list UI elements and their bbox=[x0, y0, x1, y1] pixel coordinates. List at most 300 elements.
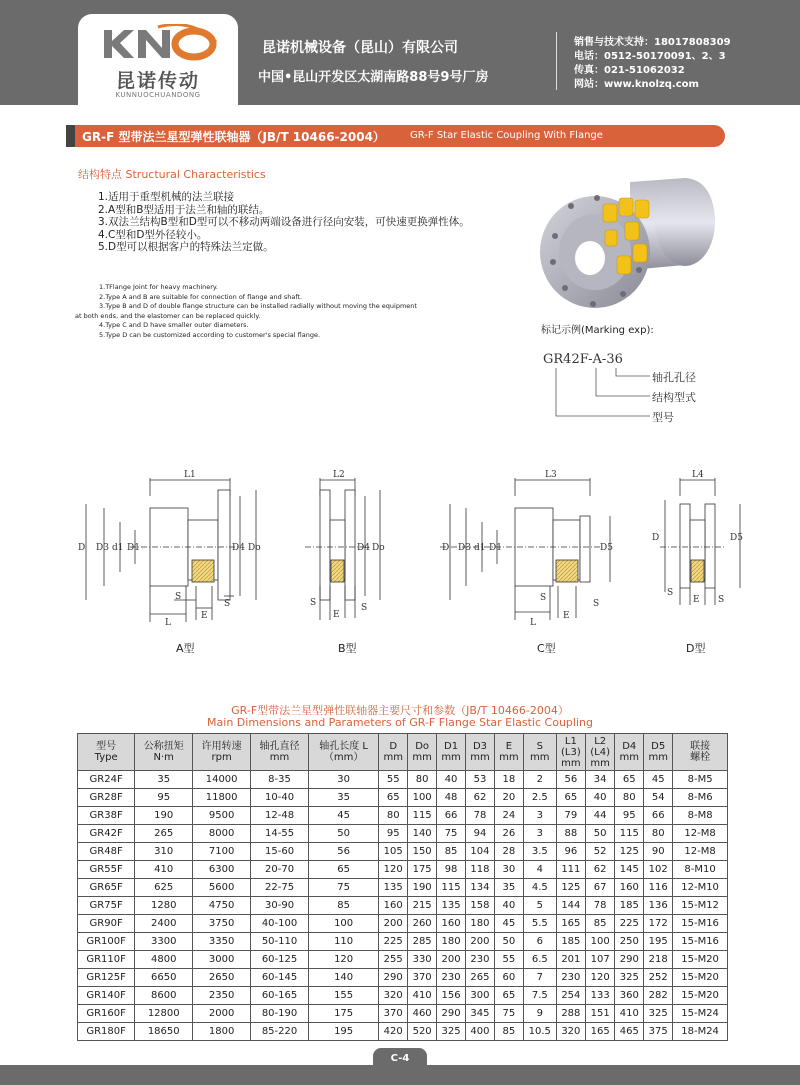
svg-text:d1: d1 bbox=[474, 543, 486, 553]
page-number: C-4 bbox=[390, 1053, 410, 1064]
marking-label-bore: 轴孔孔径 bbox=[652, 371, 696, 384]
table-cell: 24 bbox=[494, 807, 523, 825]
table-cell: 95 bbox=[135, 789, 193, 807]
column-header-line: mm bbox=[269, 752, 290, 763]
column-header bbox=[466, 734, 495, 771]
table-cell: 120 bbox=[586, 969, 615, 987]
table-cell: 94 bbox=[466, 825, 495, 843]
table-cell: GR125F bbox=[78, 969, 135, 987]
column-header-line: S bbox=[536, 741, 543, 752]
table-cell: 255 bbox=[379, 951, 408, 969]
table-row bbox=[78, 825, 728, 843]
table-cell: 370 bbox=[408, 969, 437, 987]
table-cell: 80 bbox=[644, 825, 673, 843]
type-b-label: B型 bbox=[338, 642, 357, 655]
svg-text:L1: L1 bbox=[184, 470, 196, 480]
table-cell: GR90F bbox=[78, 915, 135, 933]
table-cell: 100 bbox=[586, 933, 615, 951]
marking-label-structure: 结构型式 bbox=[652, 391, 696, 404]
table-cell: 40 bbox=[437, 771, 466, 789]
table-cell: 288 bbox=[556, 1005, 585, 1023]
column-header bbox=[673, 734, 728, 771]
table-cell: 282 bbox=[644, 987, 673, 1005]
table-cell: 85 bbox=[586, 915, 615, 933]
table-cell: 60-165 bbox=[251, 987, 309, 1005]
table-cell: 320 bbox=[556, 1023, 585, 1041]
svg-text:D1: D1 bbox=[489, 543, 502, 553]
table-cell: 100 bbox=[408, 789, 437, 807]
table-cell: 151 bbox=[586, 1005, 615, 1023]
table-row bbox=[78, 771, 728, 789]
table-cell: 1280 bbox=[135, 897, 193, 915]
table-cell: 62 bbox=[586, 861, 615, 879]
table-cell: 79 bbox=[556, 807, 585, 825]
table-cell: 75 bbox=[494, 1005, 523, 1023]
svg-text:D4: D4 bbox=[232, 543, 245, 553]
column-header bbox=[615, 734, 644, 771]
table-cell: 120 bbox=[308, 951, 378, 969]
list-item: 1.适用于重型机械的法兰联接 bbox=[98, 191, 235, 203]
marking-label-model: 型号 bbox=[652, 411, 674, 424]
table-cell: 66 bbox=[644, 807, 673, 825]
contact-tel: 电话：0512-50170091、2、3 bbox=[574, 51, 726, 62]
table-cell: 20 bbox=[494, 789, 523, 807]
table-cell: 8000 bbox=[193, 825, 251, 843]
table-cell: 60-145 bbox=[251, 969, 309, 987]
table-cell: GR180F bbox=[78, 1023, 135, 1041]
svg-text:E: E bbox=[201, 611, 208, 621]
svg-text:S: S bbox=[224, 599, 231, 609]
title-bar-cap bbox=[66, 125, 75, 147]
column-header bbox=[523, 734, 556, 771]
svg-text:D: D bbox=[652, 533, 660, 543]
column-header-line: mm bbox=[383, 752, 403, 763]
table-cell: 3000 bbox=[193, 951, 251, 969]
header-divider bbox=[556, 32, 557, 90]
list-item: 2.A型和B型适用于法兰和轴的联结。 bbox=[98, 203, 270, 216]
table-cell: 218 bbox=[644, 951, 673, 969]
column-header-line: E bbox=[505, 741, 513, 752]
column-header-line: mm bbox=[590, 757, 610, 769]
table-cell: 15-M12 bbox=[673, 897, 728, 915]
column-header-line: mm bbox=[412, 752, 432, 763]
svg-text:D1: D1 bbox=[127, 543, 140, 553]
table-cell: 53 bbox=[466, 771, 495, 789]
column-header-line: 轴孔长度 L bbox=[319, 741, 368, 752]
table-cell: 80 bbox=[379, 807, 408, 825]
column-header bbox=[494, 734, 523, 771]
table-cell: 4750 bbox=[193, 897, 251, 915]
table-cell: 40 bbox=[494, 897, 523, 915]
column-header-line: rpm bbox=[211, 752, 232, 763]
table-cell: 8600 bbox=[135, 987, 193, 1005]
table-cell: 90 bbox=[644, 843, 673, 861]
table-cell: 55 bbox=[494, 951, 523, 969]
svg-text:D3: D3 bbox=[96, 543, 109, 553]
table-cell: 15-M16 bbox=[673, 915, 728, 933]
table-cell: 325 bbox=[644, 1005, 673, 1023]
table-cell: 290 bbox=[379, 969, 408, 987]
table-cell: 5600 bbox=[193, 879, 251, 897]
svg-text:d1: d1 bbox=[112, 543, 124, 553]
table-cell: 160 bbox=[615, 879, 644, 897]
table-cell: 265 bbox=[135, 825, 193, 843]
company-address: 中国•昆山开发区太湖南路88号9号厂房 bbox=[258, 70, 489, 85]
table-cell: 18-M24 bbox=[673, 1023, 728, 1041]
table-cell: 14000 bbox=[193, 771, 251, 789]
table-cell: 230 bbox=[556, 969, 585, 987]
type-d-label: D型 bbox=[686, 642, 706, 655]
column-header-line: Type bbox=[94, 752, 118, 763]
svg-text:S: S bbox=[593, 599, 600, 609]
table-cell: 110 bbox=[308, 933, 378, 951]
table-cell: 4 bbox=[523, 861, 556, 879]
table-cell: 252 bbox=[644, 969, 673, 987]
table-cell: 410 bbox=[135, 861, 193, 879]
table-cell: 65 bbox=[379, 789, 408, 807]
table-cell: 18 bbox=[494, 771, 523, 789]
table-cell: 102 bbox=[644, 861, 673, 879]
column-header bbox=[408, 734, 437, 771]
table-cell: 133 bbox=[586, 987, 615, 1005]
table-cell: 136 bbox=[644, 897, 673, 915]
table-cell: 225 bbox=[615, 915, 644, 933]
table-cell: 85 bbox=[437, 843, 466, 861]
table-cell: 50-110 bbox=[251, 933, 309, 951]
table-cell: 460 bbox=[408, 1005, 437, 1023]
svg-text:D3: D3 bbox=[458, 543, 471, 553]
table-cell: 225 bbox=[379, 933, 408, 951]
svg-text:L3: L3 bbox=[545, 470, 557, 480]
table-cell: 7.5 bbox=[523, 987, 556, 1005]
table-cell: 22-75 bbox=[251, 879, 309, 897]
table-cell: 80 bbox=[615, 789, 644, 807]
svg-text:E: E bbox=[333, 610, 340, 620]
table-cell: 2.5 bbox=[523, 789, 556, 807]
table-row bbox=[78, 897, 728, 915]
table-row bbox=[78, 933, 728, 951]
table-cell: 145 bbox=[615, 861, 644, 879]
table-cell: 465 bbox=[615, 1023, 644, 1041]
svg-text:D: D bbox=[442, 543, 450, 553]
table-cell: 175 bbox=[408, 861, 437, 879]
table-cell: 118 bbox=[466, 861, 495, 879]
table-cell: 8-35 bbox=[251, 771, 309, 789]
table-cell: 10.5 bbox=[523, 1023, 556, 1041]
product-title-cn: GR-F 型带法兰星型弹性联轴器（JB/T 10466-2004） bbox=[82, 130, 385, 144]
column-header bbox=[379, 734, 408, 771]
table-cell: 325 bbox=[615, 969, 644, 987]
column-header bbox=[308, 734, 378, 771]
type-a-label: A型 bbox=[176, 642, 195, 655]
table-cell: 165 bbox=[586, 1023, 615, 1041]
table-cell: 15-M16 bbox=[673, 933, 728, 951]
table-cell: 34 bbox=[586, 771, 615, 789]
column-header-line: 型号 bbox=[96, 741, 117, 752]
table-cell: 65 bbox=[615, 771, 644, 789]
table-cell: 134 bbox=[466, 879, 495, 897]
table-cell: 50 bbox=[494, 933, 523, 951]
table-cell: 98 bbox=[437, 861, 466, 879]
dimension-drawings bbox=[0, 460, 800, 630]
table-cell: 12-M8 bbox=[673, 843, 728, 861]
column-header-line: 联接 bbox=[690, 741, 711, 752]
table-cell: 52 bbox=[586, 843, 615, 861]
table-cell: 410 bbox=[615, 1005, 644, 1023]
table-cell: 144 bbox=[556, 897, 585, 915]
table-cell: 200 bbox=[437, 951, 466, 969]
table-cell: 5 bbox=[523, 897, 556, 915]
table-cell: 2350 bbox=[193, 987, 251, 1005]
table-cell: 30 bbox=[308, 771, 378, 789]
table-cell: 111 bbox=[556, 861, 585, 879]
logo-mark-icon bbox=[100, 24, 218, 62]
table-cell: 2400 bbox=[135, 915, 193, 933]
table-cell: 320 bbox=[379, 987, 408, 1005]
logo-chinese-text: 昆诺传动 bbox=[115, 70, 200, 92]
table-cell: 285 bbox=[408, 933, 437, 951]
table-cell: 28 bbox=[494, 843, 523, 861]
table-cell: 165 bbox=[556, 915, 585, 933]
coupling-product-image bbox=[535, 170, 725, 315]
table-cell: 12-M8 bbox=[673, 825, 728, 843]
table-cell: 3750 bbox=[193, 915, 251, 933]
table-cell: 95 bbox=[379, 825, 408, 843]
table-cell: 370 bbox=[379, 1005, 408, 1023]
table-cell: 185 bbox=[615, 897, 644, 915]
table-cell: 40 bbox=[586, 789, 615, 807]
table-cell: 96 bbox=[556, 843, 585, 861]
contact-fax: 传真：021-51062032 bbox=[574, 65, 685, 76]
drawing-type-d bbox=[660, 478, 740, 605]
table-cell: GR110F bbox=[78, 951, 135, 969]
table-cell: 78 bbox=[466, 807, 495, 825]
list-item: at both ends, and the elastomer can be replaced quickly. bbox=[75, 311, 261, 320]
table-cell: 45 bbox=[644, 771, 673, 789]
table-cell: 80 bbox=[408, 771, 437, 789]
table-cell: 45 bbox=[494, 915, 523, 933]
svg-text:L2: L2 bbox=[333, 470, 345, 480]
svg-text:S: S bbox=[718, 595, 725, 605]
table-cell: 56 bbox=[556, 771, 585, 789]
table-cell: 3 bbox=[523, 807, 556, 825]
column-header bbox=[437, 734, 466, 771]
table-cell: 30 bbox=[494, 861, 523, 879]
table-cell: 15-M20 bbox=[673, 987, 728, 1005]
table-row bbox=[78, 807, 728, 825]
table-cell: 265 bbox=[466, 969, 495, 987]
table-cell: 6300 bbox=[193, 861, 251, 879]
column-header-line: L1 bbox=[564, 735, 577, 747]
table-cell: 254 bbox=[556, 987, 585, 1005]
table-cell: 18650 bbox=[135, 1023, 193, 1041]
marking-leader-lines bbox=[540, 364, 660, 428]
table-cell: 345 bbox=[466, 1005, 495, 1023]
contact-sales: 销售与技术支持：18017808309 bbox=[574, 37, 731, 48]
table-cell: 55 bbox=[379, 771, 408, 789]
column-header-line: （mm） bbox=[323, 752, 364, 763]
list-item: 5.D型可以根据客户的特殊法兰定做。 bbox=[98, 241, 274, 253]
table-cell: 180 bbox=[437, 933, 466, 951]
svg-text:D: D bbox=[78, 543, 86, 553]
table-cell: 4.5 bbox=[523, 879, 556, 897]
table-cell: GR65F bbox=[78, 879, 135, 897]
svg-text:S: S bbox=[540, 593, 547, 603]
table-cell: 2000 bbox=[193, 1005, 251, 1023]
table-cell: GR42F bbox=[78, 825, 135, 843]
table-cell: 100 bbox=[308, 915, 378, 933]
table-cell: 65 bbox=[494, 987, 523, 1005]
table-cell: 420 bbox=[379, 1023, 408, 1041]
table-cell: 45 bbox=[308, 807, 378, 825]
table-cell: 375 bbox=[644, 1023, 673, 1041]
svg-text:L4: L4 bbox=[692, 470, 704, 480]
table-cell: 40-100 bbox=[251, 915, 309, 933]
table-cell: GR140F bbox=[78, 987, 135, 1005]
table-cell: GR75F bbox=[78, 897, 135, 915]
table-cell: 2650 bbox=[193, 969, 251, 987]
list-item: 3.双法兰结构B型和D型可以不移动两端设备进行径向安装，可快速更换弹性体。 bbox=[98, 216, 470, 228]
table-cell: 8-M8 bbox=[673, 807, 728, 825]
table-header-row bbox=[78, 734, 728, 771]
table-cell: 160 bbox=[437, 915, 466, 933]
structure-cn-list bbox=[98, 191, 470, 254]
column-header-line: D5 bbox=[651, 741, 666, 752]
contact-web[interactable]: 网站：www.knolzq.com bbox=[574, 79, 699, 90]
table-cell: 9 bbox=[523, 1005, 556, 1023]
column-header-line: mm bbox=[499, 752, 519, 763]
table-cell: 12-48 bbox=[251, 807, 309, 825]
table-cell: 11800 bbox=[193, 789, 251, 807]
table-cell: 172 bbox=[644, 915, 673, 933]
logo-english-text: KUNNUOCHUANDONG bbox=[115, 91, 201, 99]
table-cell: GR28F bbox=[78, 789, 135, 807]
table-cell: 65 bbox=[556, 789, 585, 807]
table-cell: 12800 bbox=[135, 1005, 193, 1023]
table-cell: 300 bbox=[466, 987, 495, 1005]
table-cell: 104 bbox=[466, 843, 495, 861]
table-cell: 195 bbox=[308, 1023, 378, 1041]
table-row bbox=[78, 915, 728, 933]
table-cell: 15-M20 bbox=[673, 951, 728, 969]
table-cell: 15-M20 bbox=[673, 969, 728, 987]
table-cell: 15-60 bbox=[251, 843, 309, 861]
table-cell: 195 bbox=[644, 933, 673, 951]
table-cell: 180 bbox=[466, 915, 495, 933]
structure-en-list bbox=[75, 283, 417, 340]
table-cell: 230 bbox=[466, 951, 495, 969]
table-cell: 20-70 bbox=[251, 861, 309, 879]
column-header bbox=[78, 734, 135, 771]
table-cell: 185 bbox=[556, 933, 585, 951]
table-cell: 116 bbox=[644, 879, 673, 897]
table-cell: 290 bbox=[437, 1005, 466, 1023]
table-cell: 325 bbox=[437, 1023, 466, 1041]
column-header bbox=[556, 734, 585, 771]
column-header bbox=[193, 734, 251, 771]
table-row bbox=[78, 789, 728, 807]
table-cell: 3300 bbox=[135, 933, 193, 951]
table-cell: 3350 bbox=[193, 933, 251, 951]
table-cell: 250 bbox=[615, 933, 644, 951]
table-cell: 260 bbox=[408, 915, 437, 933]
product-title-en: GR-F Star Elastic Coupling With Flange bbox=[410, 130, 603, 141]
table-cell: 35 bbox=[308, 789, 378, 807]
column-header-line: L2 bbox=[594, 735, 607, 747]
table-cell: 50 bbox=[308, 825, 378, 843]
table-cell: GR55F bbox=[78, 861, 135, 879]
column-header-line: D1 bbox=[444, 741, 459, 752]
svg-text:D5: D5 bbox=[600, 543, 613, 553]
list-item: 5.Type D can be customized according to customer's special flange. bbox=[99, 330, 321, 339]
table-cell: 2 bbox=[523, 771, 556, 789]
table-row bbox=[78, 951, 728, 969]
column-header-line: mm bbox=[648, 752, 668, 763]
table-cell: 4800 bbox=[135, 951, 193, 969]
table-cell: 48 bbox=[437, 789, 466, 807]
list-item: 2.Type A and B are suitable for connection of flange and shaft. bbox=[99, 292, 303, 301]
list-item: 1.TFlange Joint for heavy machinery. bbox=[99, 283, 218, 291]
table-row bbox=[78, 1005, 728, 1023]
svg-text:D4: D4 bbox=[357, 543, 370, 553]
table-cell: 140 bbox=[308, 969, 378, 987]
svg-text:L: L bbox=[530, 618, 536, 628]
table-cell: 175 bbox=[308, 1005, 378, 1023]
table-cell: 150 bbox=[408, 843, 437, 861]
column-header-line: mm bbox=[619, 752, 640, 763]
table-cell: 200 bbox=[379, 915, 408, 933]
list-item: 3.Type B and D of double flange structure can be installed radially without moving the equipment bbox=[99, 302, 417, 310]
table-title-cn: GR-F型带法兰星型弹性联轴器主要尺寸和参数（JB/T 10466-2004） bbox=[231, 704, 569, 717]
table-cell: 115 bbox=[408, 807, 437, 825]
table-cell: 15-M24 bbox=[673, 1005, 728, 1023]
table-cell: 190 bbox=[408, 879, 437, 897]
table-cell: 85 bbox=[494, 1023, 523, 1041]
column-header-line: mm bbox=[470, 752, 490, 763]
table-cell: 8-M10 bbox=[673, 861, 728, 879]
table-row bbox=[78, 861, 728, 879]
marking-heading: 标记示例(Marking exp): bbox=[541, 325, 654, 336]
table-cell: 9500 bbox=[193, 807, 251, 825]
svg-text:Do: Do bbox=[248, 543, 261, 553]
table-cell: 8-M5 bbox=[673, 771, 728, 789]
structure-heading: 结构特点 Structural Characteristics bbox=[78, 168, 266, 181]
marking-code: GR42F-A-36 bbox=[543, 352, 623, 367]
svg-text:S: S bbox=[361, 603, 368, 613]
table-cell: 7 bbox=[523, 969, 556, 987]
table-cell: 85-220 bbox=[251, 1023, 309, 1041]
table-cell: 75 bbox=[308, 879, 378, 897]
table-cell: 135 bbox=[379, 879, 408, 897]
column-header-line: mm bbox=[530, 752, 550, 763]
table-cell: 160 bbox=[379, 897, 408, 915]
table-cell: 6650 bbox=[135, 969, 193, 987]
table-cell: 156 bbox=[437, 987, 466, 1005]
table-cell: 62 bbox=[466, 789, 495, 807]
svg-text:L: L bbox=[165, 618, 171, 628]
table-cell: GR24F bbox=[78, 771, 135, 789]
column-header bbox=[644, 734, 673, 771]
table-cell: 310 bbox=[135, 843, 193, 861]
table-cell: 1800 bbox=[193, 1023, 251, 1041]
table-cell: 12-M10 bbox=[673, 879, 728, 897]
svg-text:D5: D5 bbox=[730, 533, 743, 543]
table-cell: 625 bbox=[135, 879, 193, 897]
svg-text:S: S bbox=[175, 592, 182, 602]
column-header bbox=[586, 734, 615, 771]
table-cell: 215 bbox=[408, 897, 437, 915]
company-name: 昆诺机械设备（昆山）有限公司 bbox=[262, 40, 458, 56]
